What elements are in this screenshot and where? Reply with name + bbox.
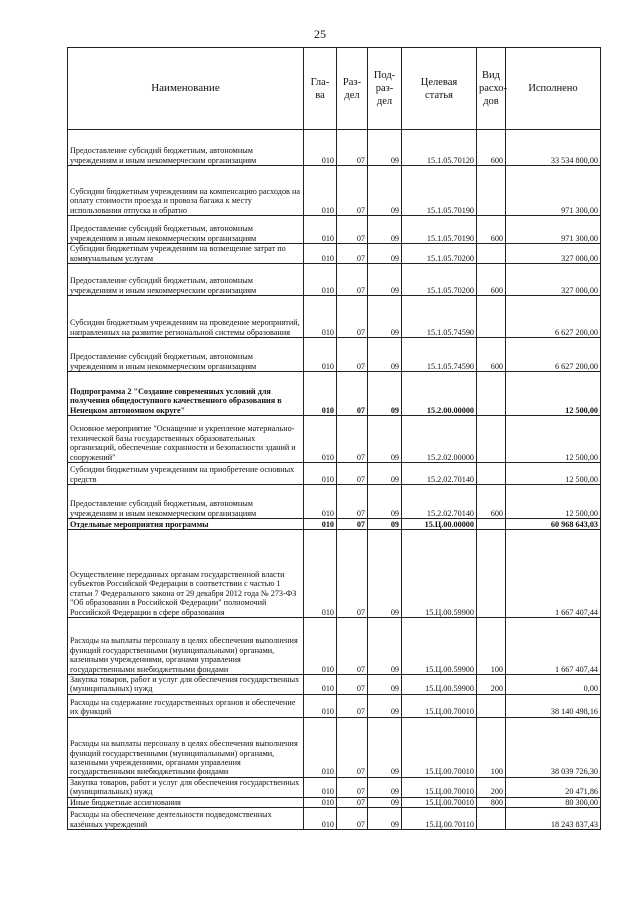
cell-expense-type: 600 — [477, 485, 506, 519]
header-chapter — [304, 48, 337, 130]
cell-chapter: 010 — [304, 216, 337, 244]
cell-subsection: 09 — [368, 519, 402, 530]
cell-name: Субсидии бюджетным учреждениям на компенсацию расходов на оплату стоимости проезда и провоза багажа к месту использования отпуска и обратно — [68, 166, 304, 216]
cell-amount: 1 667 407,44 — [506, 618, 601, 675]
cell-expense-type: 800 — [477, 797, 506, 807]
table-body — [68, 130, 601, 830]
cell-amount: 38 039 726,30 — [506, 717, 601, 777]
cell-section: 07 — [337, 296, 368, 338]
cell-target: 15.Ц.00.70110 — [402, 808, 477, 830]
table-row — [68, 694, 601, 717]
cell-name: Закупка товаров, работ и услуг для обеспечения государственных (муниципальных) нужд — [68, 675, 304, 695]
cell-section: 07 — [337, 244, 368, 264]
cell-chapter: 010 — [304, 264, 337, 296]
table-row — [68, 808, 601, 830]
cell-target: 15.1.05.70200 — [402, 264, 477, 296]
cell-chapter: 010 — [304, 808, 337, 830]
cell-chapter: 010 — [304, 130, 337, 166]
cell-target: 15.Ц.00.70010 — [402, 777, 477, 797]
table-row — [68, 216, 601, 244]
cell-chapter: 010 — [304, 244, 337, 264]
cell-section: 07 — [337, 338, 368, 372]
cell-chapter: 010 — [304, 485, 337, 519]
cell-name: Подпрограмма 2 "Создание современных условий для получения общедоступного качественного образования в Ненецком автономном округе" — [68, 372, 304, 416]
cell-name: Субсидии бюджетным учреждениям на приобретение основных средств — [68, 463, 304, 485]
cell-expense-type — [477, 372, 506, 416]
cell-target: 15.1.05.70120 — [402, 130, 477, 166]
cell-amount: 18 243 837,43 — [506, 808, 601, 830]
cell-subsection: 09 — [368, 485, 402, 519]
cell-name: Расходы на обеспечение деятельности подведомственных казённых учреждений — [68, 808, 304, 830]
cell-expense-type: 600 — [477, 264, 506, 296]
cell-chapter: 010 — [304, 416, 337, 463]
table-row — [68, 717, 601, 777]
cell-amount: 20 471,86 — [506, 777, 601, 797]
cell-amount: 6 627 200,00 — [506, 296, 601, 338]
cell-chapter: 010 — [304, 166, 337, 216]
cell-name: Расходы на выплаты персоналу в целях обеспечения выполнения функций государственными (муниципальными) органами, казенными учреждениями, органами управления государственными внебюджетными фондами — [68, 717, 304, 777]
table-row — [68, 463, 601, 485]
cell-amount: 327 000,00 — [506, 244, 601, 264]
cell-target: 15.Ц.00.59900 — [402, 530, 477, 618]
cell-amount: 971 300,00 — [506, 166, 601, 216]
cell-expense-type — [477, 694, 506, 717]
cell-target: 15.1.05.70200 — [402, 244, 477, 264]
cell-target: 15.2.02.70140 — [402, 463, 477, 485]
cell-section: 07 — [337, 485, 368, 519]
cell-section: 07 — [337, 717, 368, 777]
cell-chapter: 010 — [304, 372, 337, 416]
cell-amount: 80 300,00 — [506, 797, 601, 807]
cell-subsection: 09 — [368, 675, 402, 695]
table-row — [68, 372, 601, 416]
cell-expense-type: 200 — [477, 777, 506, 797]
cell-amount: 12 500,00 — [506, 485, 601, 519]
cell-expense-type — [477, 416, 506, 463]
header-target-text: Целевая статья — [420, 76, 458, 101]
table-row — [68, 530, 601, 618]
header-executed: Исполнено — [506, 48, 601, 130]
cell-subsection: 09 — [368, 618, 402, 675]
table-row — [68, 618, 601, 675]
cell-expense-type — [477, 244, 506, 264]
cell-chapter: 010 — [304, 463, 337, 485]
header-expense-type — [477, 48, 506, 130]
header-name: Наименование — [68, 48, 304, 130]
cell-section: 07 — [337, 694, 368, 717]
cell-target: 15.1.05.70190 — [402, 216, 477, 244]
cell-subsection: 09 — [368, 296, 402, 338]
cell-section: 07 — [337, 777, 368, 797]
cell-name: Расходы на содержание государственных органов и обеспечение их функций — [68, 694, 304, 717]
cell-section: 07 — [337, 130, 368, 166]
cell-subsection: 09 — [368, 372, 402, 416]
cell-name: Иные бюджетные ассигнования — [68, 797, 304, 807]
cell-name: Предоставление субсидий бюджетным, автономным учреждениям и иным некоммерческим организациям — [68, 216, 304, 244]
cell-name: Предоставление субсидий бюджетным, автономным учреждениям и иным некоммерческим организациям — [68, 338, 304, 372]
page-number: 25 — [314, 27, 326, 41]
table-row — [68, 244, 601, 264]
cell-section: 07 — [337, 463, 368, 485]
cell-name: Субсидии бюджетным учреждениям на проведение мероприятий, направленных на развитие региональной системы образования — [68, 296, 304, 338]
cell-name: Предоставление субсидий бюджетным, автономным учреждениям и иным некоммерческим организациям — [68, 485, 304, 519]
budget-table — [67, 47, 601, 830]
cell-section: 07 — [337, 216, 368, 244]
cell-expense-type — [477, 463, 506, 485]
cell-section: 07 — [337, 416, 368, 463]
table-row — [68, 519, 601, 530]
cell-expense-type: 200 — [477, 675, 506, 695]
cell-target: 15.1.05.74590 — [402, 338, 477, 372]
cell-section: 07 — [337, 264, 368, 296]
cell-chapter: 010 — [304, 530, 337, 618]
cell-target: 15.Ц.00.00000 — [402, 519, 477, 530]
cell-subsection: 09 — [368, 416, 402, 463]
cell-chapter: 010 — [304, 694, 337, 717]
header-expense-type-text: Вид расхо- дов — [479, 70, 508, 107]
cell-chapter: 010 — [304, 777, 337, 797]
cell-expense-type: 600 — [477, 130, 506, 166]
cell-section: 07 — [337, 519, 368, 530]
cell-subsection: 09 — [368, 694, 402, 717]
cell-expense-type: 100 — [477, 717, 506, 777]
cell-section: 07 — [337, 808, 368, 830]
cell-name: Предоставление субсидий бюджетным, автономным учреждениям и иным некоммерческим организациям — [68, 130, 304, 166]
cell-name: Закупка товаров, работ и услуг для обеспечения государственных (муниципальных) нужд — [68, 777, 304, 797]
cell-target: 15.2.00.00000 — [402, 372, 477, 416]
cell-subsection: 09 — [368, 530, 402, 618]
cell-amount: 12 500,00 — [506, 372, 601, 416]
table-row — [68, 338, 601, 372]
cell-subsection: 09 — [368, 463, 402, 485]
cell-expense-type — [477, 808, 506, 830]
cell-target: 15.1.05.74590 — [402, 296, 477, 338]
cell-subsection: 09 — [368, 717, 402, 777]
cell-section: 07 — [337, 530, 368, 618]
cell-expense-type — [477, 296, 506, 338]
cell-subsection: 09 — [368, 130, 402, 166]
cell-name: Субсидии бюджетным учреждениям на возмещение затрат по коммунальным услугам — [68, 244, 304, 264]
table-row — [68, 797, 601, 807]
cell-section: 07 — [337, 675, 368, 695]
header-section — [337, 48, 368, 130]
cell-expense-type: 600 — [477, 216, 506, 244]
cell-expense-type — [477, 530, 506, 618]
cell-target: 15.Ц.00.70010 — [402, 717, 477, 777]
cell-expense-type — [477, 166, 506, 216]
table-row — [68, 416, 601, 463]
table-row — [68, 296, 601, 338]
table-row — [68, 264, 601, 296]
cell-target: 15.Ц.00.70010 — [402, 797, 477, 807]
cell-target: 15.2.02.70140 — [402, 485, 477, 519]
table-row — [68, 130, 601, 166]
cell-name: Основное мероприятие "Оснащение и укрепление материально-технической базы государственных образовательных организаций, обеспечение сохранности и безопасности зданий и сооружений" — [68, 416, 304, 463]
cell-section: 07 — [337, 372, 368, 416]
cell-amount: 1 667 407,44 — [506, 530, 601, 618]
header-subsection — [368, 48, 402, 130]
cell-section: 07 — [337, 618, 368, 675]
cell-subsection: 09 — [368, 244, 402, 264]
cell-name: Осуществление переданных органам государственной власти субъектов Российской Федерации в соответствии с частью 1 статьи 7 Федерального закона от 29 декабря 2012 года № 273-ФЗ "Об образовании в Российской Федерации" полномочий Российской Федерации в сфере образования — [68, 530, 304, 618]
cell-amount: 12 500,00 — [506, 416, 601, 463]
table-header-row — [68, 48, 601, 130]
cell-target: 15.Ц.00.59900 — [402, 618, 477, 675]
cell-amount: 971 300,00 — [506, 216, 601, 244]
cell-subsection: 09 — [368, 338, 402, 372]
cell-subsection: 09 — [368, 808, 402, 830]
cell-chapter: 010 — [304, 519, 337, 530]
cell-name: Расходы на выплаты персоналу в целях обеспечения выполнения функций государственными (муниципальными) органами, казенными учреждениями, органами управления государственными внебюджетными фондами — [68, 618, 304, 675]
cell-subsection: 09 — [368, 166, 402, 216]
cell-amount: 0,00 — [506, 675, 601, 695]
cell-target: 15.1.05.70190 — [402, 166, 477, 216]
cell-target: 15.2.02.00000 — [402, 416, 477, 463]
cell-section: 07 — [337, 797, 368, 807]
header-target — [402, 48, 477, 130]
cell-expense-type: 600 — [477, 338, 506, 372]
cell-chapter: 010 — [304, 717, 337, 777]
cell-amount: 60 968 643,03 — [506, 519, 601, 530]
header-subsection-text: Под- раз- дел — [373, 70, 396, 107]
header-chapter-text: Гла- ва — [310, 76, 330, 101]
table-row — [68, 485, 601, 519]
cell-chapter: 010 — [304, 296, 337, 338]
cell-chapter: 010 — [304, 797, 337, 807]
table-row — [68, 166, 601, 216]
cell-amount: 6 627 200,00 — [506, 338, 601, 372]
cell-expense-type — [477, 519, 506, 530]
cell-subsection: 09 — [368, 797, 402, 807]
cell-chapter: 010 — [304, 618, 337, 675]
cell-chapter: 010 — [304, 675, 337, 695]
header-section-text: Раз- дел — [342, 76, 362, 101]
cell-subsection: 09 — [368, 216, 402, 244]
cell-section: 07 — [337, 166, 368, 216]
cell-amount: 38 140 498,16 — [506, 694, 601, 717]
cell-subsection: 09 — [368, 777, 402, 797]
cell-amount: 12 500,00 — [506, 463, 601, 485]
cell-subsection: 09 — [368, 264, 402, 296]
cell-amount: 33 534 800,00 — [506, 130, 601, 166]
cell-target: 15.Ц.00.59900 — [402, 675, 477, 695]
cell-name: Предоставление субсидий бюджетным, автономным учреждениям и иным некоммерческим организациям — [68, 264, 304, 296]
table-row — [68, 777, 601, 797]
cell-expense-type: 100 — [477, 618, 506, 675]
cell-amount: 327 000,00 — [506, 264, 601, 296]
cell-name: Отдельные мероприятия программы — [68, 519, 304, 530]
cell-target: 15.Ц.00.70010 — [402, 694, 477, 717]
cell-chapter: 010 — [304, 338, 337, 372]
table-row — [68, 675, 601, 695]
